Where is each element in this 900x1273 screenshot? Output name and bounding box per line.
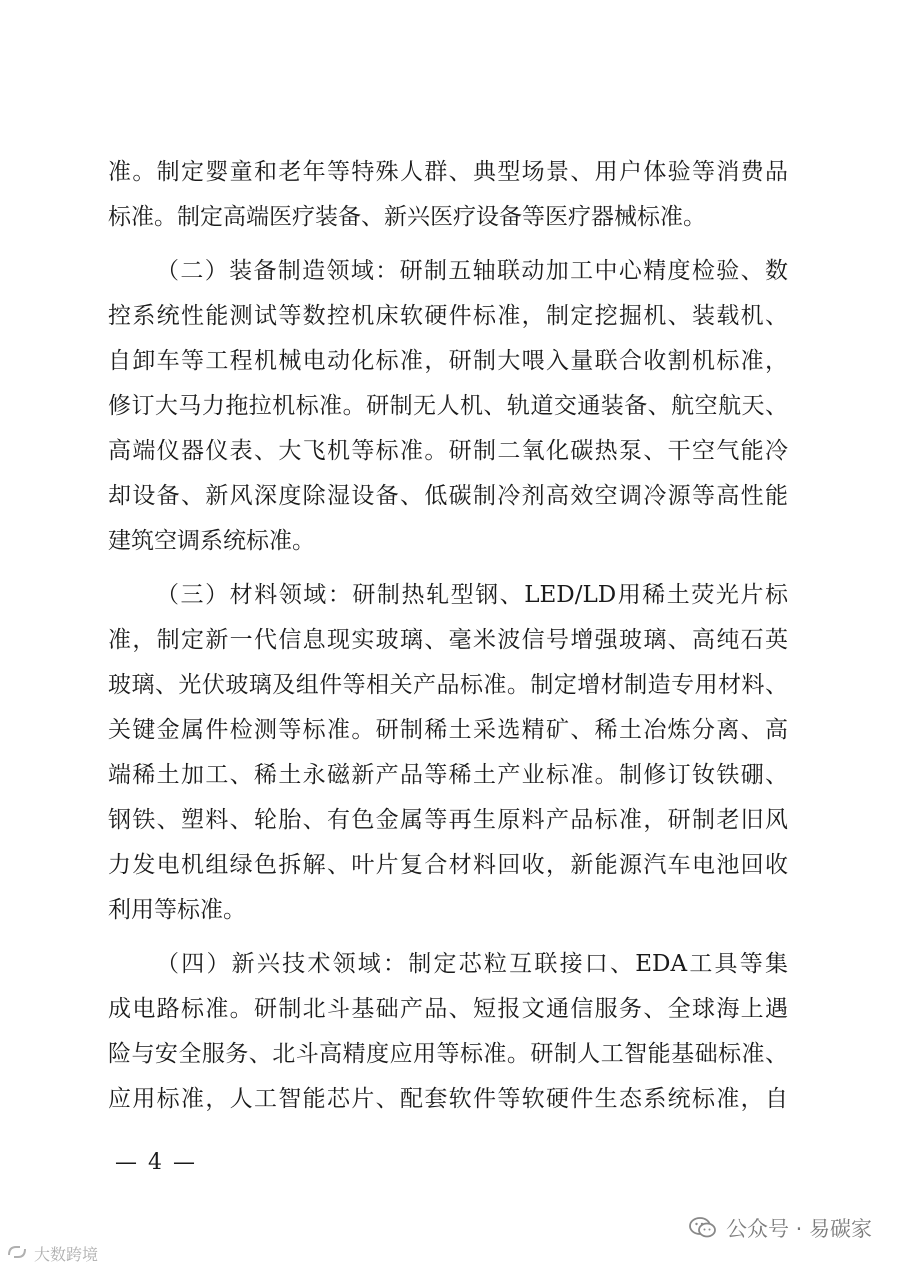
text-line: 自卸车等工程机械电动化标准，研制大喂入量联合收割机标准， [108, 348, 788, 374]
watermark-left [6, 1242, 98, 1265]
section-heading-line: （二）装备制造领域：研制五轴联动加工中心精度检验、数 [156, 258, 788, 284]
text-line: 利用等标准。 [108, 897, 246, 923]
wechat-icon [688, 1215, 718, 1241]
text-line: 险与安全服务、北斗高精度应用等标准。研制人工智能基础标准、 [108, 1041, 788, 1067]
text-line: 关键金属件检测等标准。研制稀土采选精矿、稀土冶炼分离、高 [108, 717, 788, 743]
text-line: 玻璃、光伏玻璃及组件等相关产品标准。制定增材制造专用材料、 [108, 672, 788, 698]
text-line: 成电路标准。研制北斗基础产品、短报文通信服务、全球海上遇 [108, 996, 788, 1022]
watermark-right-text: 公众号 · 易碳家 [725, 1217, 872, 1241]
text-line: 准。制定婴童和老年等特殊人群、典型场景、用户体验等消费品 [108, 159, 788, 185]
text-line: 应用标准，人工智能芯片、配套软件等软硬件生态系统标准，自 [108, 1086, 788, 1112]
page-number: — 4 — [115, 1150, 197, 1175]
text-line: 却设备、新风深度除湿设备、低碳制冷剂高效空调冷源等高性能 [108, 483, 788, 509]
document-body [108, 150, 788, 1122]
link-logo-icon [6, 1243, 28, 1265]
text-line: 建筑空调系统标准。 [108, 528, 315, 554]
text-line: 修订大马力拖拉机标准。研制无人机、轨道交通装备、航空航天、 [108, 393, 788, 419]
text-line: 控系统性能测试等数控机床软硬件标准，制定挖掘机、装载机、 [108, 303, 788, 329]
text-line: 标准。制定高端医疗装备、新兴医疗设备等医疗器械标准。 [108, 204, 706, 230]
text-line: 准，制定新一代信息现实玻璃、毫米波信号增强玻璃、高纯石英 [108, 627, 788, 653]
text-line: 力发电机组绿色拆解、叶片复合材料回收，新能源汽车电池回收 [108, 852, 788, 878]
text-line: 端稀土加工、稀土永磁新产品等稀土产业标准。制修订钕铁硼、 [108, 762, 788, 788]
section-heading-line: （四）新兴技术领域：制定芯粒互联接口、EDA工具等集 [156, 951, 788, 977]
text-line: 高端仪器仪表、大飞机等标准。研制二氧化碳热泵、干空气能冷 [108, 438, 788, 464]
watermark-left-text: 大数跨境 [34, 1245, 99, 1264]
watermark-right [688, 1213, 872, 1243]
section-heading-line: （三）材料领域：研制热轧型钢、LED/LD用稀土荧光片标 [156, 582, 788, 608]
text-line: 钢铁、塑料、轮胎、有色金属等再生原料产品标准，研制老旧风 [108, 807, 788, 833]
